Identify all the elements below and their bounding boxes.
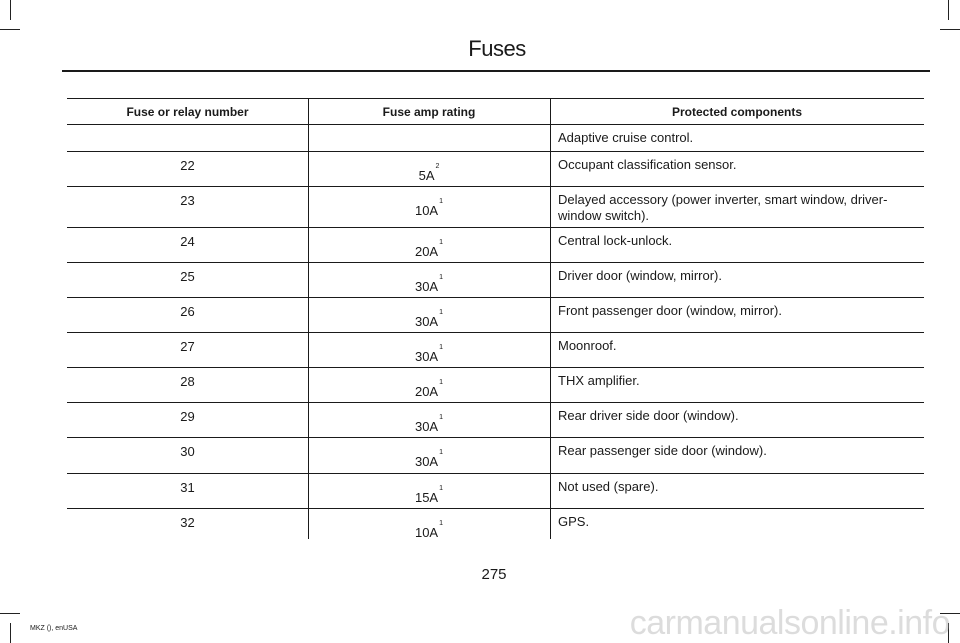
- protected-component: Central lock-unlock.: [558, 233, 673, 248]
- protected-component: Rear driver side door (window).: [558, 408, 739, 423]
- footnote-marker: 2: [435, 162, 440, 170]
- table-row: [67, 333, 924, 368]
- fuse-number: 29: [180, 409, 195, 424]
- fuse-amp-cell: [308, 480, 550, 505]
- amp-value: 5A: [418, 168, 435, 183]
- fuse-amp-rating: [414, 448, 444, 469]
- footnote-marker: 1: [439, 413, 444, 421]
- amp-value: 30A: [414, 454, 439, 469]
- crop-mark-top-right-v: [948, 0, 949, 20]
- fuse-amp-rating: [418, 162, 440, 183]
- table-row: [67, 228, 924, 263]
- fuse-amp-rating: [414, 484, 444, 505]
- fuse-number: 32: [180, 515, 195, 530]
- protected-component: Moonroof.: [558, 338, 617, 353]
- amp-value: 20A: [414, 244, 439, 259]
- column-header-amp: Fuse amp rating: [382, 105, 476, 119]
- footnote-marker: 1: [439, 519, 444, 527]
- fuse-amp-rating: [414, 197, 444, 218]
- table-row: [67, 509, 924, 541]
- amp-value: 30A: [414, 314, 439, 329]
- footnote-marker: 1: [439, 378, 444, 386]
- fuse-number: 27: [180, 339, 195, 354]
- protected-component: GPS.: [558, 514, 590, 529]
- table-row: [67, 298, 924, 333]
- page-title: Fuses: [468, 36, 526, 61]
- amp-value: 10A: [414, 525, 439, 540]
- column-divider-2: [550, 99, 551, 539]
- fuse-amp-cell: [308, 339, 550, 364]
- fuse-amp-cell: [308, 158, 550, 183]
- fuse-amp-cell: [308, 234, 550, 259]
- table-row: [67, 474, 924, 509]
- fuse-amp-cell: [308, 193, 550, 218]
- footnote-marker: 1: [439, 448, 444, 456]
- fuse-table: [67, 98, 924, 541]
- table-row: [67, 187, 924, 228]
- crop-mark-bottom-left-h: [0, 613, 20, 614]
- fuse-amp-rating: [414, 273, 444, 294]
- fuse-number: 23: [180, 193, 195, 208]
- footnote-marker: 1: [439, 484, 444, 492]
- crop-mark-top-right-h: [940, 29, 960, 30]
- table-row: [67, 438, 924, 474]
- table-row: [67, 125, 924, 152]
- amp-value: 30A: [414, 419, 439, 434]
- fuse-amp-cell: [308, 269, 550, 294]
- column-header-components: Protected components: [671, 105, 803, 119]
- amp-value: 10A: [414, 203, 439, 218]
- table-row: [67, 263, 924, 298]
- amp-value: 30A: [414, 349, 439, 364]
- footnote-marker: 1: [439, 343, 444, 351]
- fuse-amp-rating: [414, 238, 444, 259]
- fuse-amp-cell: [308, 444, 550, 469]
- footnote-marker: 1: [439, 197, 444, 205]
- title-divider: [62, 70, 930, 72]
- fuse-number: 28: [180, 374, 195, 389]
- footnote-marker: 1: [439, 308, 444, 316]
- fuse-number: 24: [180, 234, 195, 249]
- crop-mark-top-left-v: [10, 0, 11, 20]
- footnote-marker: 1: [439, 238, 444, 246]
- fuse-amp-rating: [414, 378, 444, 399]
- fuse-number: 30: [180, 444, 195, 459]
- protected-component: Not used (spare).: [558, 479, 659, 494]
- fuse-number: 22: [180, 158, 195, 173]
- fuse-amp-cell: [308, 304, 550, 329]
- fuse-number: 26: [180, 304, 195, 319]
- fuse-amp-cell: [308, 409, 550, 434]
- amp-value: 15A: [414, 490, 439, 505]
- crop-mark-top-left-h: [0, 29, 20, 30]
- protected-component: Driver door (window, mirror).: [558, 268, 722, 283]
- column-header-number: Fuse or relay number: [126, 105, 249, 119]
- page-number: 275: [481, 566, 507, 583]
- table-row: [67, 368, 924, 403]
- protected-component: Occupant classification sensor.: [558, 157, 737, 172]
- table-header-row: [67, 99, 924, 125]
- watermark: carmanualsonline.info: [629, 604, 950, 642]
- document-code: MKZ (), enUSA: [30, 625, 78, 632]
- fuse-number: 31: [180, 480, 195, 495]
- protected-component: Adaptive cruise control.: [558, 130, 694, 145]
- table-body: [67, 125, 924, 541]
- column-divider-1: [308, 99, 309, 539]
- protected-component: THX amplifier.: [558, 373, 640, 388]
- table-row: [67, 403, 924, 438]
- fuse-amp-rating: [414, 413, 444, 434]
- table-row: [67, 152, 924, 187]
- protected-component: Delayed accessory (power inverter, smart window, driver-window switch).: [558, 192, 888, 223]
- fuse-amp-rating: [414, 308, 444, 329]
- fuse-amp-cell: [308, 515, 550, 540]
- fuse-amp-cell: [308, 131, 550, 146]
- amp-value: 30A: [414, 279, 439, 294]
- fuse-amp-rating: [414, 343, 444, 364]
- protected-component: Front passenger door (window, mirror).: [558, 303, 782, 318]
- protected-component: Rear passenger side door (window).: [558, 443, 767, 458]
- amp-value: 20A: [414, 384, 439, 399]
- fuse-amp-rating: [414, 519, 444, 540]
- crop-mark-bottom-left-v: [10, 623, 11, 643]
- fuse-number: 25: [180, 269, 195, 284]
- footnote-marker: 1: [439, 273, 444, 281]
- fuse-amp-cell: [308, 374, 550, 399]
